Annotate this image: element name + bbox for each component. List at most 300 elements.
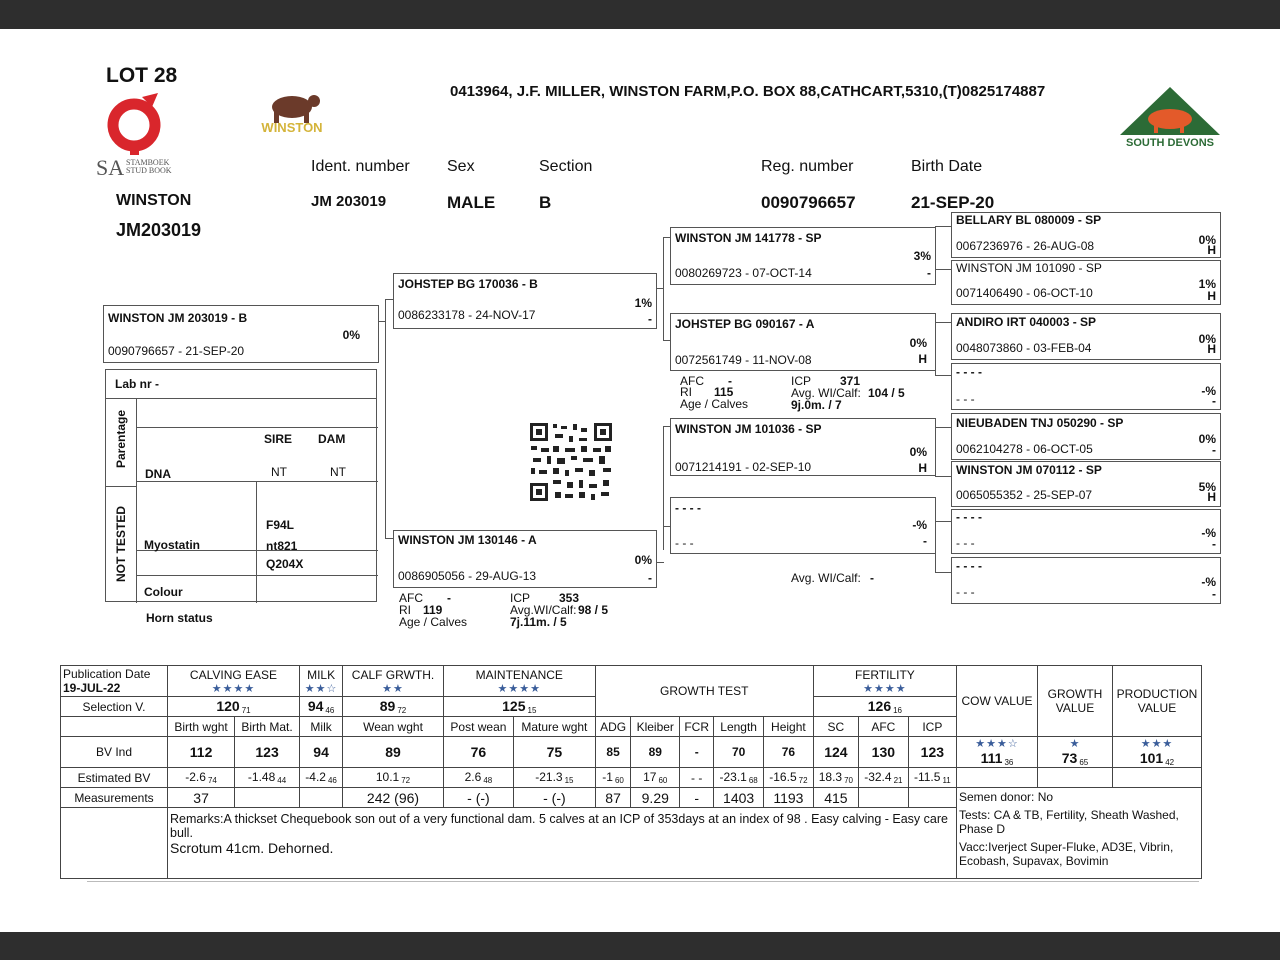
dna-label: DNA [145,467,171,481]
estimated-bv-cell [443,768,513,788]
pedigree-name: JOHSTEP BG 170036 - B [398,277,538,291]
measurement-value: 415 [813,788,858,808]
sire-column-label: SIRE [264,432,293,446]
dam-age-label: Age / Calves [399,615,468,629]
pedigree-name: NIEUBADEN TNJ 050290 - SP [956,416,1124,430]
production-value-cell [1113,737,1202,768]
empty-cell [1113,768,1202,788]
column-header: Milk [299,717,342,737]
accuracy: 72 [397,706,407,715]
bv-index-value: 70 [714,737,764,768]
pedigree-code: - [1212,443,1216,457]
estimated-bv: -16.5 [769,770,797,784]
column-header: FCR [680,717,714,737]
accuracy: 72 [798,776,808,785]
lab-number: Lab nr - [115,377,159,391]
pedigree-pct: 1% [1198,277,1216,291]
vaccination-info: Vacc:Iverject Super-Fluke, AD3E, Vibrin, Ecobash, Supavax, Bovimin [959,840,1174,868]
pedigree-reg: 0071214191 - 02-SEP-10 [675,460,812,474]
connector [385,538,393,539]
bv-index-value: 76 [764,737,814,768]
sd-afc-value: - [728,374,732,388]
dd-avg-label: Avg. WI/Calf: [791,571,861,585]
dam-icp-label: ICP [510,591,531,605]
group-label: CALVING EASE [189,667,278,682]
remarks-cell [168,808,957,879]
sd-icp-value: 371 [840,374,861,388]
pedigree-code: H [918,461,927,475]
selection-value: 120 [216,698,240,714]
estimated-bv-label: Estimated BV [61,768,168,788]
pedigree-gen4-8 [951,557,1221,604]
sa-studbook-logo [96,91,192,183]
growth-test-header: GROWTH TEST [595,666,813,717]
empty-cell [957,768,1038,788]
animal-notes-cell [957,788,1202,879]
animal-ident-code: JM203019 [116,220,202,240]
birth-label: Birth Date [911,158,983,175]
pedigree-pct: 0% [1198,432,1216,446]
pedigree-code: H [1207,289,1216,303]
estimated-bv: 10.1 [375,770,400,784]
connector [935,427,952,428]
bv-index-value: 85 [595,737,631,768]
accuracy: 11 [942,776,951,785]
group-stars: ★★★★ [863,682,907,695]
pedigree-pct: 0% [1198,332,1216,346]
empty-cell [1038,768,1113,788]
selection-label: Selection V. [61,697,168,717]
parentage-label: Parentage [114,409,128,469]
selection-cell [168,697,300,717]
accuracy: 68 [748,776,758,785]
pedigree-pct: 1% [634,296,652,310]
pedigree-pct: -% [1201,526,1216,540]
divider [136,427,378,428]
publication-date: 19-JUL-22 [63,681,121,695]
accuracy: 44 [277,776,287,785]
bv-index-value: 112 [168,737,235,768]
accuracy: 60 [614,776,624,785]
pedigree-code: - [648,571,652,585]
table-row [61,666,1202,697]
cow-value-header: COW VALUE [957,666,1038,737]
column-header: Birth Mat. [235,717,300,737]
estimated-bv-cell [714,768,764,788]
accuracy: 21 [893,776,903,785]
sd-icp-label: ICP [791,374,812,388]
column-header: ICP [908,717,956,737]
group-stars: ★★☆ [304,682,338,695]
measurement-value: - [680,788,714,808]
bv-index-label: BV Ind [61,737,168,768]
measurement-value: - (-) [443,788,513,808]
pedigree-name: ANDIRO IRT 040003 - SP [956,315,1097,329]
column-header: SC [813,717,858,737]
dam-icp-value: 353 [559,591,580,605]
column-header: ADG [595,717,631,737]
measurement-value: - (-) [514,788,596,808]
column-header: Mature wght [514,717,596,737]
birth-value: 21-SEP-20 [911,193,995,212]
connector [663,237,664,341]
pedigree-code: - [648,312,652,326]
myostatin-value: nt821 [266,539,298,553]
growth-value: 73 [1061,750,1078,766]
pedigree-reg: 0071406490 - 06-OCT-10 [956,286,1093,300]
pedigree-dam [393,530,657,588]
pedigree-reg: 0090796657 - 21-SEP-20 [108,344,245,358]
estimated-bv: -32.4 [864,770,892,784]
pedigree-pct: 0% [342,328,360,342]
dam-avg-label: Avg.WI/Calf: [510,603,577,617]
pedigree-reg: - - - [956,392,975,406]
measurements-label: Measurements [61,788,168,808]
estimated-bv: 17 [643,770,657,784]
estimated-bv-cell [858,768,908,788]
dna-sire-value: NT [271,465,287,479]
dam-column-label: DAM [318,432,346,446]
pedigree-reg: - - - [956,536,975,550]
column-header: Wean wght [343,717,444,737]
pedigree-reg: 0080269723 - 07-OCT-14 [675,266,812,280]
pedigree-pct: 3% [913,249,931,263]
pedigree-name: WINSTON JM 141778 - SP [675,231,822,245]
estimated-bv-cell [343,768,444,788]
catalogue-page [0,29,1280,932]
measurement-value: 37 [168,788,235,808]
reg-value: 0090796657 [761,193,856,212]
selection-cell [299,697,342,717]
lab-number-box [105,369,377,399]
pedigree-name: - - - - [956,510,982,524]
accuracy: 48 [483,776,493,785]
estimated-bv: -21.3 [535,770,563,784]
pedigree-name: WINSTON JM 070112 - SP [956,463,1102,477]
divider [136,481,378,482]
sd-ri-label: RI [680,385,692,399]
pedigree-name: WINSTON JM 130146 - A [398,533,537,547]
estimated-bv-cell [168,768,235,788]
cow-value: 111 [980,750,1003,766]
column-header: AFC [858,717,908,737]
group-stars: ★★★★ [211,682,256,695]
connector [935,375,952,376]
accuracy: 46 [325,706,335,715]
pedigree-reg: 0072561749 - 11-NOV-08 [675,353,812,367]
bv-index-value: 130 [858,737,908,768]
connector [935,521,952,522]
estimated-bv: 18.3 [818,770,843,784]
pedigree-gen4-3 [951,313,1221,360]
fertility-header [813,666,956,697]
selection-cell [813,697,956,717]
growth-value-cell [1038,737,1113,768]
pedigree-gen4-6 [951,461,1221,507]
connector [663,526,670,527]
growth-value-header: GROWTH VALUE [1038,666,1113,737]
divider [106,486,136,487]
pedigree-name: WINSTON JM 203019 - B [108,311,248,325]
group-stars: ★★★★ [497,682,541,695]
table-row [61,788,1202,808]
pedigree-gen4-4 [951,363,1221,410]
ident-label: Ident. number [311,158,410,175]
animal-name: WINSTON [116,192,192,209]
pedigree-pct: -% [912,518,927,532]
pedigree-sire-sire [670,227,936,285]
empty-cell [61,717,168,737]
estimated-bv-cell [764,768,814,788]
group-label: MAINTENANCE [475,667,563,682]
milk-header [299,666,342,697]
estimated-bv: -4.2 [305,770,326,784]
connector [935,476,952,477]
semen-donor: Semen donor: No [959,790,1054,804]
sd-age-value: 9j.0m. / 7 [791,398,842,412]
column-header: Height [764,717,814,737]
selection-cell [343,697,444,717]
connector [663,426,670,427]
measurement-value: 1403 [714,788,764,808]
group-stars: ★★ [382,682,404,695]
section-label: Section [539,158,593,175]
tests-panel [105,398,377,625]
column-header: Birth wght [168,717,235,737]
production-value: 101 [1139,750,1164,766]
connector [935,572,952,573]
winston-logo [256,87,330,149]
pedigree-sire-dam [670,313,936,371]
pedigree-name: - - - - [675,501,701,515]
pedigree-pct: 0% [909,445,927,459]
pedigree-reg: 0086233178 - 24-NOV-17 [398,308,536,322]
divider [136,575,378,576]
pedigree-reg: 0065055352 - 25-SEP-07 [956,488,1093,502]
pedigree-pct: 5% [1198,480,1216,494]
bv-index-value: 89 [343,737,444,768]
dd-avg-value: - [870,571,874,585]
estimated-bv-cell [631,768,680,788]
pedigree-code: H [1207,342,1216,356]
publication-cell [61,666,168,697]
calving-ease-header [168,666,300,697]
maintenance-header [443,666,595,697]
pedigree-name: JOHSTEP BG 090167 - A [675,317,815,331]
accuracy: 15 [564,776,574,785]
colour-label: Colour [144,585,183,599]
selection-value: 125 [502,698,526,714]
myostatin-label: Myostatin [144,538,201,552]
pedigree-dam-sire [670,418,936,476]
breeder-info: 0413964, J.F. MILLER, WINSTON FARM,P.O. BOX 88,CATHCART,5310,(T)0825174887 [450,83,1046,100]
pedigree-sire [393,273,657,329]
pedigree-code: H [1207,243,1216,257]
connector [385,299,386,539]
pedigree-code: H [918,352,927,366]
measurement-value: 1193 [764,788,814,808]
estimated-bv: -1 [602,770,613,784]
remarks-text: Remarks:A thickset Chequebook son out of a very functional dam. 5 calves at an ICP of 353days at an index of 98 . Easy calving - Easy care bull. [170,812,948,840]
sd-avg-value: 104 / 5 [868,386,905,400]
myostatin-value: Q204X [266,557,304,571]
estimated-bv: - - [691,770,703,785]
pedigree-code: - [1212,587,1216,601]
divider [256,481,257,603]
pedigree-code: - [927,266,931,280]
estimated-bv-cell [908,768,956,788]
sa-mark: SA [96,155,125,180]
connector [385,299,393,300]
group-label: CALF GRWTH. [351,667,435,682]
pedigree-name: BELLARY BL 080009 - SP [956,213,1102,227]
pedigree-reg: - - - [956,585,975,599]
connector [935,269,952,270]
sex-label: Sex [447,158,475,175]
pedigree-reg: 0086905056 - 29-AUG-13 [398,569,537,583]
pedigree-code: - [1212,537,1216,551]
pedigree-pct: -% [1201,575,1216,589]
dam-avg-value: 98 / 5 [578,603,609,617]
lot-number: LOT 28 [106,64,178,87]
value-stars: ★★★☆ [975,738,1019,750]
qr-code-icon [529,422,613,502]
dam-age-value: 7j.11m. / 5 [510,615,567,629]
column-header: Kleiber [631,717,680,737]
pedigree-reg: - - - [675,536,694,550]
accuracy: 15 [527,706,537,715]
accuracy: 65 [1079,758,1089,767]
measurement-value: 242 (96) [343,788,444,808]
connector [935,322,952,323]
table-row [61,737,1202,768]
column-header: Post wean [443,717,513,737]
pedigree-subject [103,305,379,363]
section-value: B [539,193,552,212]
group-label: MILK [307,667,336,682]
connector [663,340,670,341]
sex-value: MALE [447,193,496,212]
bv-index-value: 123 [908,737,956,768]
bv-index-value: 76 [443,737,513,768]
cow-value-cell [957,737,1038,768]
connector [663,426,664,550]
pedigree-name: WINSTON JM 101036 - SP [675,422,822,436]
connector [656,562,664,563]
accuracy: 46 [327,776,337,785]
estimated-bv: -23.1 [719,770,747,784]
measurement-value [299,788,342,808]
accuracy: 36 [1004,758,1014,767]
accuracy: 42 [1165,758,1175,767]
pedigree-gen4-5 [951,413,1221,460]
reg-label: Reg. number [761,158,854,175]
estimated-bv-cell [680,768,714,788]
bv-index-value: 89 [631,737,680,768]
accuracy: 72 [401,776,411,785]
studbook-text: STAMBOEK STUD BOOK [126,158,172,175]
dna-dam-value: NT [330,465,346,479]
column-header: Length [714,717,764,737]
accuracy: 16 [893,706,903,715]
estimated-bv: -1.48 [247,770,276,784]
bv-index-value: 94 [299,737,342,768]
sd-age-label: Age / Calves [680,397,749,411]
pedigree-reg: 0062104278 - 06-OCT-05 [956,442,1093,456]
estimated-bv: -11.5 [913,770,941,784]
bv-index-value: 123 [235,737,300,768]
pedigree-pct: -% [1201,384,1216,398]
accuracy: 70 [844,776,853,785]
bv-index-value: 75 [514,737,596,768]
pedigree-name: - - - - [956,365,982,379]
connector [663,237,670,238]
footer-rule [87,881,1199,882]
pedigree-pct: 0% [1198,233,1216,247]
dam-afc-label: AFC [399,591,423,605]
measurement-value: 9.29 [631,788,680,808]
measurement-value [908,788,956,808]
bv-index-value: - [680,737,714,768]
estimated-bv-cell [595,768,631,788]
selection-value: 89 [379,698,396,714]
pedigree-reg: 0067236976 - 26-AUG-08 [956,239,1095,253]
not-tested-label: NOT TESTED [114,506,128,583]
selection-value: 126 [867,698,892,714]
south-devons-text: SOUTH DEVONS [1125,137,1214,149]
sd-avg-label: Avg. WI/Calf: [791,386,861,400]
estimated-bv-cell [299,768,342,788]
pedigree-code: H [1207,490,1216,504]
measurement-value [235,788,300,808]
value-stars: ★ [1069,738,1081,750]
pedigree-pct: 0% [634,553,652,567]
pedigree-gen4-1 [951,212,1221,258]
estimated-bv: -2.6 [185,770,206,784]
pedigree-reg: 0048073860 - 03-FEB-04 [956,341,1092,355]
sd-ri-value: 115 [714,385,734,399]
pedigree-name: - - - - [956,559,982,573]
selection-cell [443,697,595,717]
sd-afc-label: AFC [680,374,704,388]
measurement-value [858,788,908,808]
pedigree-code: - [923,534,927,548]
estimated-bv-cell [813,768,858,788]
accuracy: 71 [241,706,251,715]
estimated-bv: 2.6 [464,770,482,784]
pedigree-dam-dam [670,497,936,554]
measurement-value: 87 [595,788,631,808]
value-stars: ★★★ [1140,738,1174,750]
pedigree-name: WINSTON JM 101090 - SP [956,261,1102,275]
accuracy: 60 [658,776,668,785]
dam-afc-value: - [447,591,451,605]
dam-ri-value: 119 [423,603,443,617]
pedigree-gen4-7 [951,509,1221,554]
tests-info: Tests: CA & TB, Fertility, Sheath Washed, Phase D [959,808,1179,836]
pedigree-pct: 0% [909,336,927,350]
divider [136,399,137,603]
remarks-extra: Scrotum 41cm. Dehorned. [170,840,334,856]
pedigree-gen4-2 [951,260,1221,305]
bv-index-value: 124 [813,737,858,768]
connector [935,226,952,227]
calf-growth-header [343,666,444,697]
publication-label: Publication Date [63,667,151,681]
breeding-values-table [60,665,1202,879]
empty-cell [61,808,168,879]
accuracy: 74 [207,776,217,785]
